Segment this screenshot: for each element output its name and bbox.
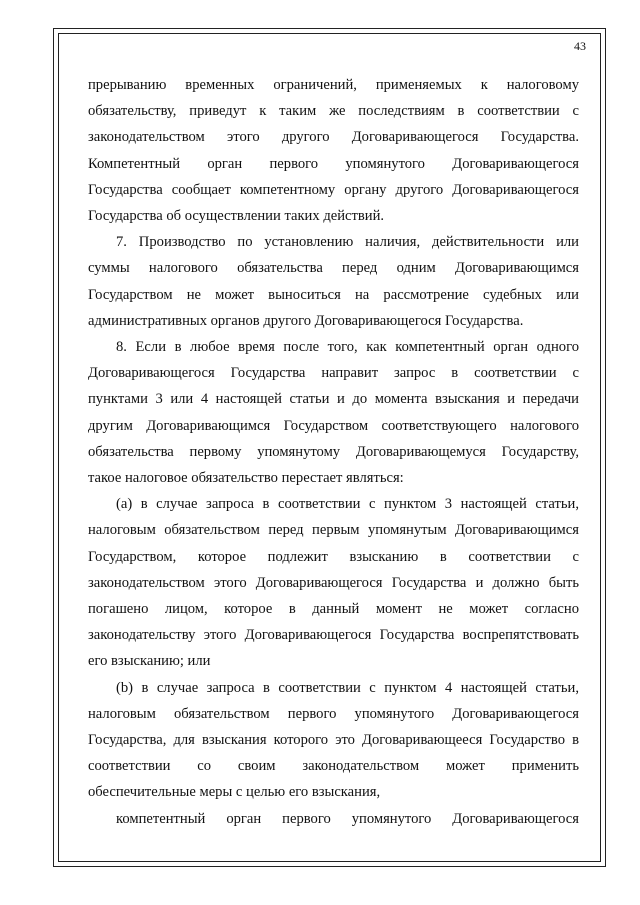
text-line: его взысканию; или — [88, 653, 211, 670]
text-line: Государства об осуществлении таких действий. — [88, 208, 385, 225]
text-line: Государства, для взыскания которого это Договаривающееся Государство в — [88, 732, 579, 749]
text-line: Договаривающегося Государства направит запрос в соответствии с — [88, 365, 579, 382]
text-line: (a) в случае запроса в соответствии с пунктом 3 настоящей статьи, — [116, 496, 579, 513]
text-line: обязательства первому упомянутому Договаривающемуся Государству, — [88, 443, 579, 460]
text-line: 8. Если в любое время после того, как компетентный орган одного — [116, 339, 579, 356]
text-line: прерыванию временных ограничений, применяемых к налоговому — [88, 77, 579, 93]
text-line: налоговым обязательством перед первым упомянутым Договаривающимся — [88, 522, 579, 539]
document-body — [88, 72, 579, 832]
text-line: Компетентный орган первого упомянутого Договаривающегося — [88, 155, 579, 172]
text-line: налоговым обязательством первого упомянутого Договаривающегося — [88, 705, 579, 722]
text-line: законодательством этого другого Договаривающегося Государства. — [88, 129, 579, 146]
text-line: обязательству, приведут к таким же последствиям в соответствии с — [88, 103, 579, 120]
text-line: компетентный орган первого упомянутого Договаривающегося — [116, 810, 579, 827]
text-line: пунктами 3 или 4 настоящей статьи и до момента взыскания и передачи — [88, 391, 579, 408]
text-line: законодательством этого Договаривающегося Государства и должно быть — [88, 574, 579, 591]
text-line: другим Договаривающимся Государством соответствующего налогового — [88, 417, 579, 434]
text-line: Государства сообщает компетентному органу другого Договаривающегося — [88, 181, 579, 198]
text-line: 7. Производство по установлению наличия, действительности или — [116, 234, 579, 251]
text-line: административных органов другого Договаривающегося Государства. — [88, 312, 524, 329]
text-line: (b) в случае запроса в соответствии с пунктом 4 настоящей статьи, — [116, 679, 579, 696]
page-number: 43 — [574, 39, 586, 53]
text-line: законодательству этого Договаривающегося Государства воспрепятствовать — [88, 627, 579, 644]
text-line: Государством не может выноситься на рассмотрение судебных или — [88, 286, 579, 303]
text-line: обеспечительные меры с целью его взыскания, — [88, 784, 381, 801]
text-line: погашено лицом, которое в данный момент не может согласно — [88, 601, 579, 618]
text-line: Государством, которое подлежит взысканию в соответствии с — [88, 548, 579, 565]
text-line: соответствии со своим законодательством может применить — [88, 758, 579, 775]
text-line: суммы налогового обязательства перед одним Договаривающимся — [88, 260, 579, 277]
text-line: такое налоговое обязательство перестает являться: — [88, 470, 404, 487]
